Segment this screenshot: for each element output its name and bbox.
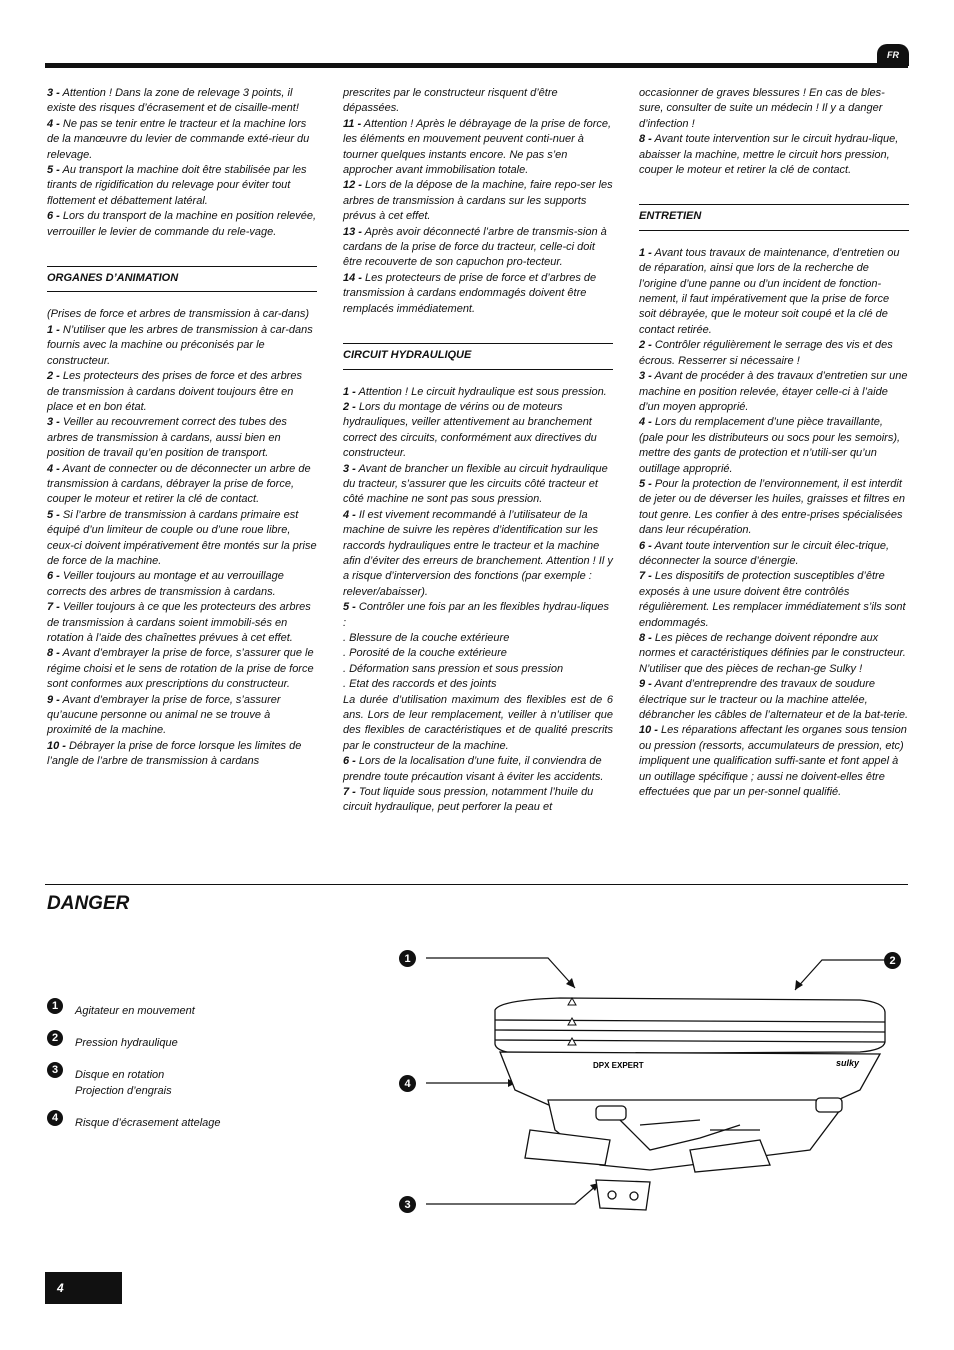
paragraph: occasionner de graves blessures ! En cas de bles-sure, consulter de suite un médecin ! Il y a danger d’infection !: [639, 87, 885, 130]
paragraph: 11 - Attention ! Après le débrayage de la prise de force, les éléments en mouvement peuvent conti-nuer à tourner quelques instants encore. Ne pas s’en approcher avant immobilisation totale.: [343, 117, 612, 177]
callout-1: 1: [399, 950, 416, 967]
paragraph: 6 - Veiller toujours au montage et au verrouillage corrects des arbres de transmission à cardans.: [47, 570, 284, 598]
number-badge: 4: [47, 1110, 63, 1126]
paragraph: 4 - Lors du remplacement d’une pièce travaillante, (pale pour les distributeurs ou socs pour les semoirs), mettre des gants de protection et n’utili-ser qu’un outillage approprié.: [639, 416, 901, 475]
paragraph: prescrites par le constructeur risquent d’être dépassées.: [343, 87, 558, 115]
danger-title: DANGER: [47, 893, 130, 914]
paragraph: 2 - Les protecteurs des prises de force et des arbres de transmission à cardans doivent toujours être en place et en bon état.: [47, 370, 302, 413]
callout-2: 2: [884, 952, 901, 969]
paragraph: 6 - Lors du transport de la machine en position relevée, verrouiller le levier de commande du rele-vage.: [47, 210, 317, 238]
paragraph: 4 - Avant de connecter ou de déconnecter un arbre de transmission à cardans, débrayer la prise de force, couper le moteur et retirer la clé de contact.: [47, 462, 311, 506]
paragraph: 2 - Contrôler régulièrement le serrage des vis et des écrous. Resserrer si nécessaire !: [639, 339, 893, 367]
section-heading-hydraulique: CIRCUIT HYDRAULIQUE: [343, 343, 613, 369]
paragraph: 5 - Si l’arbre de transmission à cardans primaire est équipé d’un limiteur de couple ou d’une roue libre, ceux-ci doivent impérativement être montés sur la prise de force de la machine.: [47, 508, 317, 567]
legend-text: Risque d’écrasement attelage: [75, 1117, 221, 1129]
number-badge: 1: [47, 998, 63, 1014]
paragraph: 10 - Les réparations affectant les organes sous tension ou pression (ressorts, accumulateurs de pression, etc) impliquent une qualification suffi-sante et font appel à un outillage spécifique ; aussi ne doivent-elles être effectuées que par un per-sonnel qualifié.: [639, 724, 907, 799]
legend-line: Projection d’engrais: [75, 1085, 172, 1097]
paragraph: 8 - Les pièces de rechange doivent répondre aux normes et caractéristiques définies par le constructeur. N’utiliser que des pièces de rechan-ge Sulky !: [639, 632, 906, 675]
machine-brand-label: sulky: [836, 1058, 860, 1068]
paragraph: 2 - Lors du montage de vérins ou de moteurs hydrauliques, veiller attentivement au branchement correct des circuits, conformément aux directives du constructeur.: [343, 400, 597, 460]
paragraph: 5 - Pour la protection de l’environnement, il est interdit de jeter ou de déverser les huiles, graisses et filtres en tout genre. Les confier à des entre-prises spécialisées dans leur récupération.: [639, 477, 905, 537]
paragraph: 1 - N’utiliser que les arbres de transmission à car-dans fournis avec la machine ou préconisés par le constructeur.: [47, 323, 313, 367]
paragraph: 6 - Lors de la localisation d’une fuite, il conviendra de prendre toute précaution visant à éviter les accidents.: [343, 755, 604, 783]
paragraph: 8 - Avant d’embrayer la prise de force, s’assurer que le régime choisi et le sens de rotation de la prise de force sont conformes aux prescriptions du constructeur.: [47, 647, 314, 691]
paragraph: (Prises de force et arbres de transmission à car-dans): [47, 308, 310, 321]
number-badge: 2: [47, 1030, 63, 1046]
paragraph: 9 - Avant d’entreprendre des travaux de soudure électrique sur le tracteur ou la machine attelée, débrancher les câbles de l’alternateur et de la bat-terie.: [639, 678, 909, 722]
paragraph: 7 - Les dispositifs de protection susceptibles d’être exposés à une usure doivent être contrôlés régulièrement. Les remplacer immédiatement s’ils sont endommagés.: [639, 570, 906, 629]
bullet: . Déformation sans pression et sous pression: [343, 662, 564, 675]
section-heading-organes: ORGANES D’ANIMATION: [47, 266, 317, 292]
callout-4: 4: [399, 1075, 416, 1092]
callout-3: 3: [399, 1196, 416, 1213]
paragraph: 3 - Veiller au recouvrement correct des tubes des arbres de transmission à cardans, aussi bien en position de travail qu’en position de transport.: [47, 416, 287, 460]
legend-line: Disque en rotation: [75, 1069, 165, 1081]
paragraph: 7 - Veiller toujours à ce que les protecteurs des arbres de transmission à cardans soient immobili-sés en rotation à l’aide des chaînettes prévues à cet effet.: [47, 601, 311, 644]
paragraph: 5 - Au transport la machine doit être stabilisée par les tirants de rigidification du relevage pour éviter tout flottement et débattement latéral.: [47, 164, 307, 207]
paragraph: 3 - Avant de procéder à des travaux d’entretien sur une machine en position relevée, étayer celle-ci à l’aide d’un moyen approprié.: [639, 370, 908, 413]
paragraph: 5 - Contrôler une fois par an les flexibles hydrau-liques :: [343, 601, 609, 629]
page-number: 4: [45, 1272, 122, 1304]
paragraph: 1 - Avant tous travaux de maintenance, d’entretien ou de réparation, ainsi que lors de la recherche de l’origine d’une panne ou d’un incident de fonction-nement, il faut impérativement que la prise de force soit débrayée, que le moteur soit coupé et la clé de contact retirée.: [639, 246, 900, 336]
paragraph: 3 - Avant de brancher un flexible au circuit hydraulique du tracteur, s’assurer que les circuits côté tracteur et côté machine ne sont pas sous pression.: [343, 462, 608, 506]
legend-text: Agitateur en mouvement: [75, 1005, 195, 1017]
paragraph: 6 - Avant toute intervention sur le circuit élec-trique, déconnecter la source d’énergie.: [639, 539, 890, 567]
paragraph: 12 - Lors de la dépose de la machine, faire repo-ser les arbres de transmission à cardans sur les supports prévus à cet effet.: [343, 179, 613, 223]
paragraph: 14 - Les protecteurs de prise de force et d’arbres de transmission à cardans endommagés doivent être remplacés immédiatement.: [343, 271, 597, 315]
machine-model-label: DPX EXPERT: [593, 1061, 644, 1070]
bullet: . Blessure de la couche extérieure: [343, 632, 510, 644]
bullet: . Etat des raccords et des joints: [343, 678, 497, 691]
number-badge: 3: [47, 1062, 63, 1078]
paragraph: 13 - Après avoir déconnecté l’arbre de transmis-sion à cardans de la prise de force du tracteur, celle-ci doit être recouverte de son capuchon pro-tecteur.: [343, 225, 607, 269]
paragraph: 1 - Attention ! Le circuit hydraulique est sous pression.: [343, 385, 607, 398]
legend-text: Pression hydraulique: [75, 1037, 178, 1049]
paragraph: 4 - Ne pas se tenir entre le tracteur et la machine lors de la manœuvre du levier de commande exté-rieur du relevage.: [47, 117, 310, 161]
paragraph: 7 - Tout liquide sous pression, notamment l’huile du circuit hydraulique, peut perforer la peau et: [343, 786, 594, 814]
section-heading-entretien: ENTRETIEN: [639, 204, 909, 230]
bullet: . Porosité de la couche extérieure: [343, 647, 507, 660]
paragraph: 9 - Avant d’embrayer la prise de force, s’assurer qu’aucune personne ou animal ne se trouve à proximité de la machine.: [47, 693, 281, 737]
paragraph: 4 - Il est vivement recommandé à l’utilisateur de la machine de suivre les repères d’identification sur les raccords hydrauliques entre le tracteur et la machine afin d’éviter des erreurs de branchement. Attention ! Il y a risque d’interversion des fonctions (par exemple : relever/abaisser).: [343, 508, 613, 598]
paragraph: 8 - Avant toute intervention sur le circuit hydrau-lique, abaisser la machine, mettre le circuit hors pression, couper le moteur et retirer la clé de contact.: [639, 133, 899, 177]
paragraph: La durée d’utilisation maximum des flexibles est de 6 ans. Lors de leur remplacement, veiller à n’utiliser que des flexibles de caractéristiques et de qualité prescrits par le constructeur de la machine.: [343, 693, 613, 752]
language-badge: FR: [877, 44, 909, 66]
paragraph: 10 - Débrayer la prise de force lorsque les limites de l’angle de l’arbre de transmission à cardans: [47, 739, 302, 768]
paragraph: 3 - Attention ! Dans la zone de relevage 3 points, il existe des risques d’écrasement et de cisaille-ment!: [47, 87, 299, 115]
